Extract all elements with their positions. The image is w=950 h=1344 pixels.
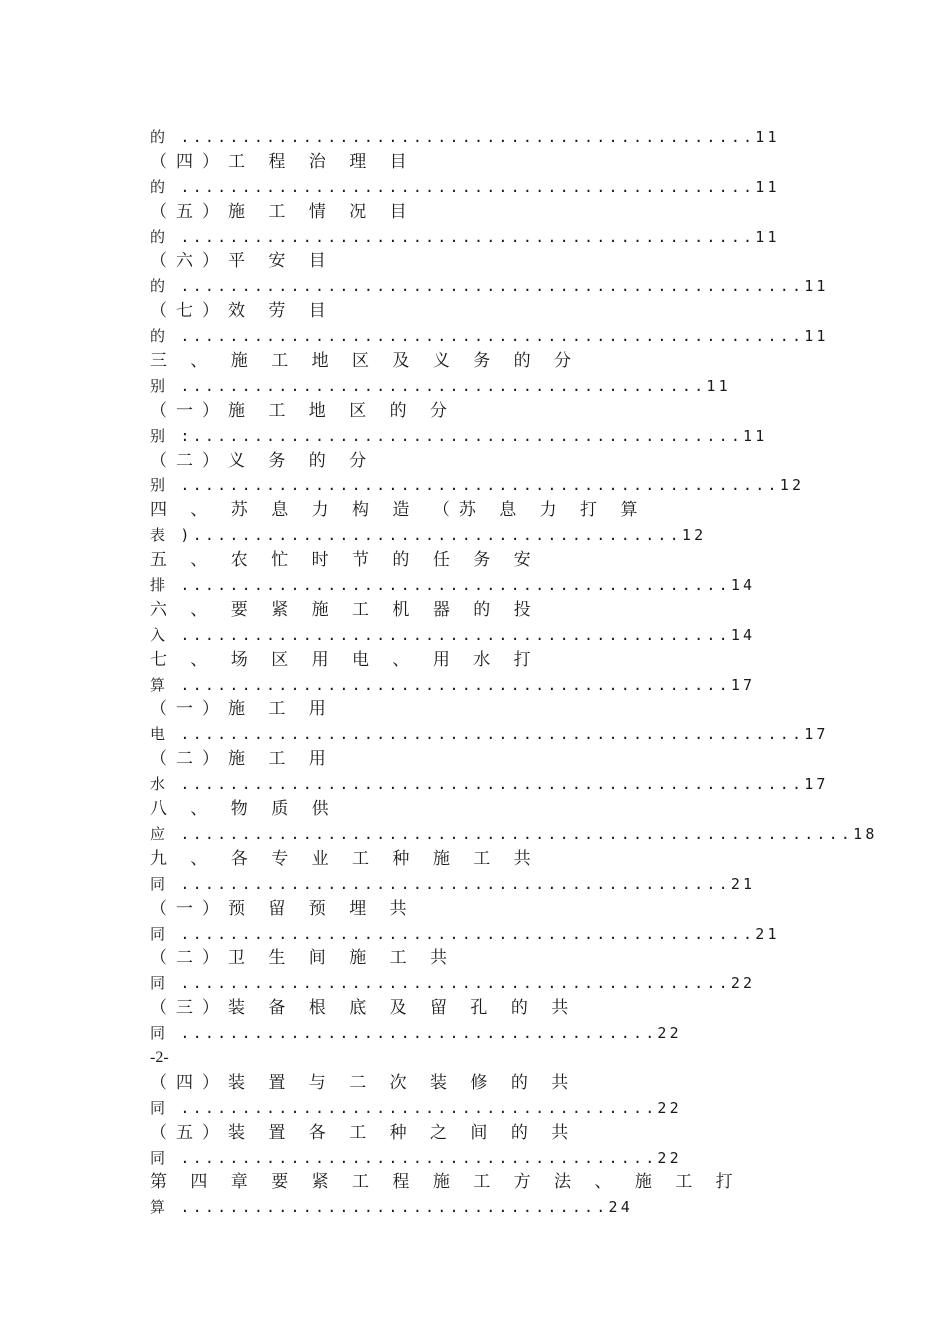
toc-entry-leader: 排 .............................................14 — [150, 576, 756, 595]
toc-entry-heading: （一）施 工 用 — [150, 699, 335, 720]
page-number: -2- — [150, 1048, 169, 1066]
toc-entry-leader: 算 ...................................24 — [150, 1198, 633, 1217]
toc-entry-heading: （一）预 留 预 埋 共 — [150, 898, 416, 919]
toc-entry-heading: 四 、 苏 息 力 构 造 （苏 息 力 打 算 — [150, 500, 647, 521]
toc-entry-leader: 电 ...................................................17 — [150, 725, 829, 744]
toc-entry-leader: 入 .............................................14 — [150, 625, 756, 644]
toc-entry-heading: （六）平 安 目 — [150, 251, 335, 272]
toc-entry-leader: 同 ...............................................21 — [150, 924, 780, 943]
toc-entry-leader: 同 .............................................22 — [150, 974, 756, 993]
toc-entry-heading: （七）效 劳 目 — [150, 301, 335, 322]
toc-entry-leader: 同 .......................................22 — [150, 1024, 682, 1043]
toc-entry-heading: （二）卫 生 间 施 工 共 — [150, 948, 457, 969]
toc-entry-heading: （三）装 备 根 底 及 留 孔 的 共 — [150, 998, 578, 1019]
toc-entry-leader: 别 .................................................12 — [150, 476, 805, 495]
toc-entry-heading: 六 、 要 紧 施 工 机 器 的 投 — [150, 599, 540, 620]
toc-entry-leader: 的 ...............................................11 — [150, 227, 780, 246]
toc-entry-leader: 的 ...............................................11 — [150, 177, 780, 196]
toc-entry-leader: 别 :.............................................11 — [150, 426, 768, 445]
toc-entry-leader: 表 )........................................12 — [150, 526, 707, 545]
toc-entry-leader: 同 .......................................22 — [150, 1098, 682, 1117]
toc-entry-heading: （一）施 工 地 区 的 分 — [150, 400, 457, 421]
toc-entry-heading: （五）装 置 各 工 种 之 间 的 共 — [150, 1122, 578, 1143]
toc-entry-heading: （二）义 务 的 分 — [150, 450, 376, 471]
toc-entry-leader: 应 .......................................................18 — [150, 824, 878, 843]
toc-entry-heading: 七 、 场 区 用 电 、 用 水 打 — [150, 649, 540, 670]
toc-entry-leader: 水 ...................................................17 — [150, 775, 829, 794]
toc-entry-heading: 第 四 章 要 紧 工 程 施 工 方 法 、 施 工 打 — [150, 1172, 742, 1193]
toc-entry-leader: 同 .............................................21 — [150, 874, 756, 893]
table-of-contents — [150, 125, 930, 1220]
toc-entry-leader: 的 ...............................................11 — [150, 128, 780, 146]
toc-entry-leader: 算 .............................................17 — [150, 675, 756, 694]
toc-entry-heading: 八 、 物 质 供 — [150, 799, 338, 820]
toc-entry-leader: 同 .......................................22 — [150, 1148, 682, 1167]
toc-entry-heading: （四）工 程 治 理 目 — [150, 151, 416, 172]
toc-entry-leader: 别 ...........................................11 — [150, 376, 731, 395]
toc-entry-heading: 九 、 各 专 业 工 种 施 工 共 — [150, 848, 540, 869]
toc-entry-heading: （四）装 置 与 二 次 装 修 的 共 — [150, 1072, 578, 1093]
toc-entry-heading: 三 、 施 工 地 区 及 义 务 的 分 — [150, 351, 581, 372]
toc-entry-leader: 的 ...................................................11 — [150, 327, 829, 346]
toc-entry-heading: （五）施 工 情 况 目 — [150, 201, 416, 222]
toc-entry-heading: 五 、 农 忙 时 节 的 任 务 安 — [150, 550, 540, 571]
toc-entry-heading: （二）施 工 用 — [150, 749, 335, 770]
toc-entry-leader: 的 ...................................................11 — [150, 277, 829, 296]
